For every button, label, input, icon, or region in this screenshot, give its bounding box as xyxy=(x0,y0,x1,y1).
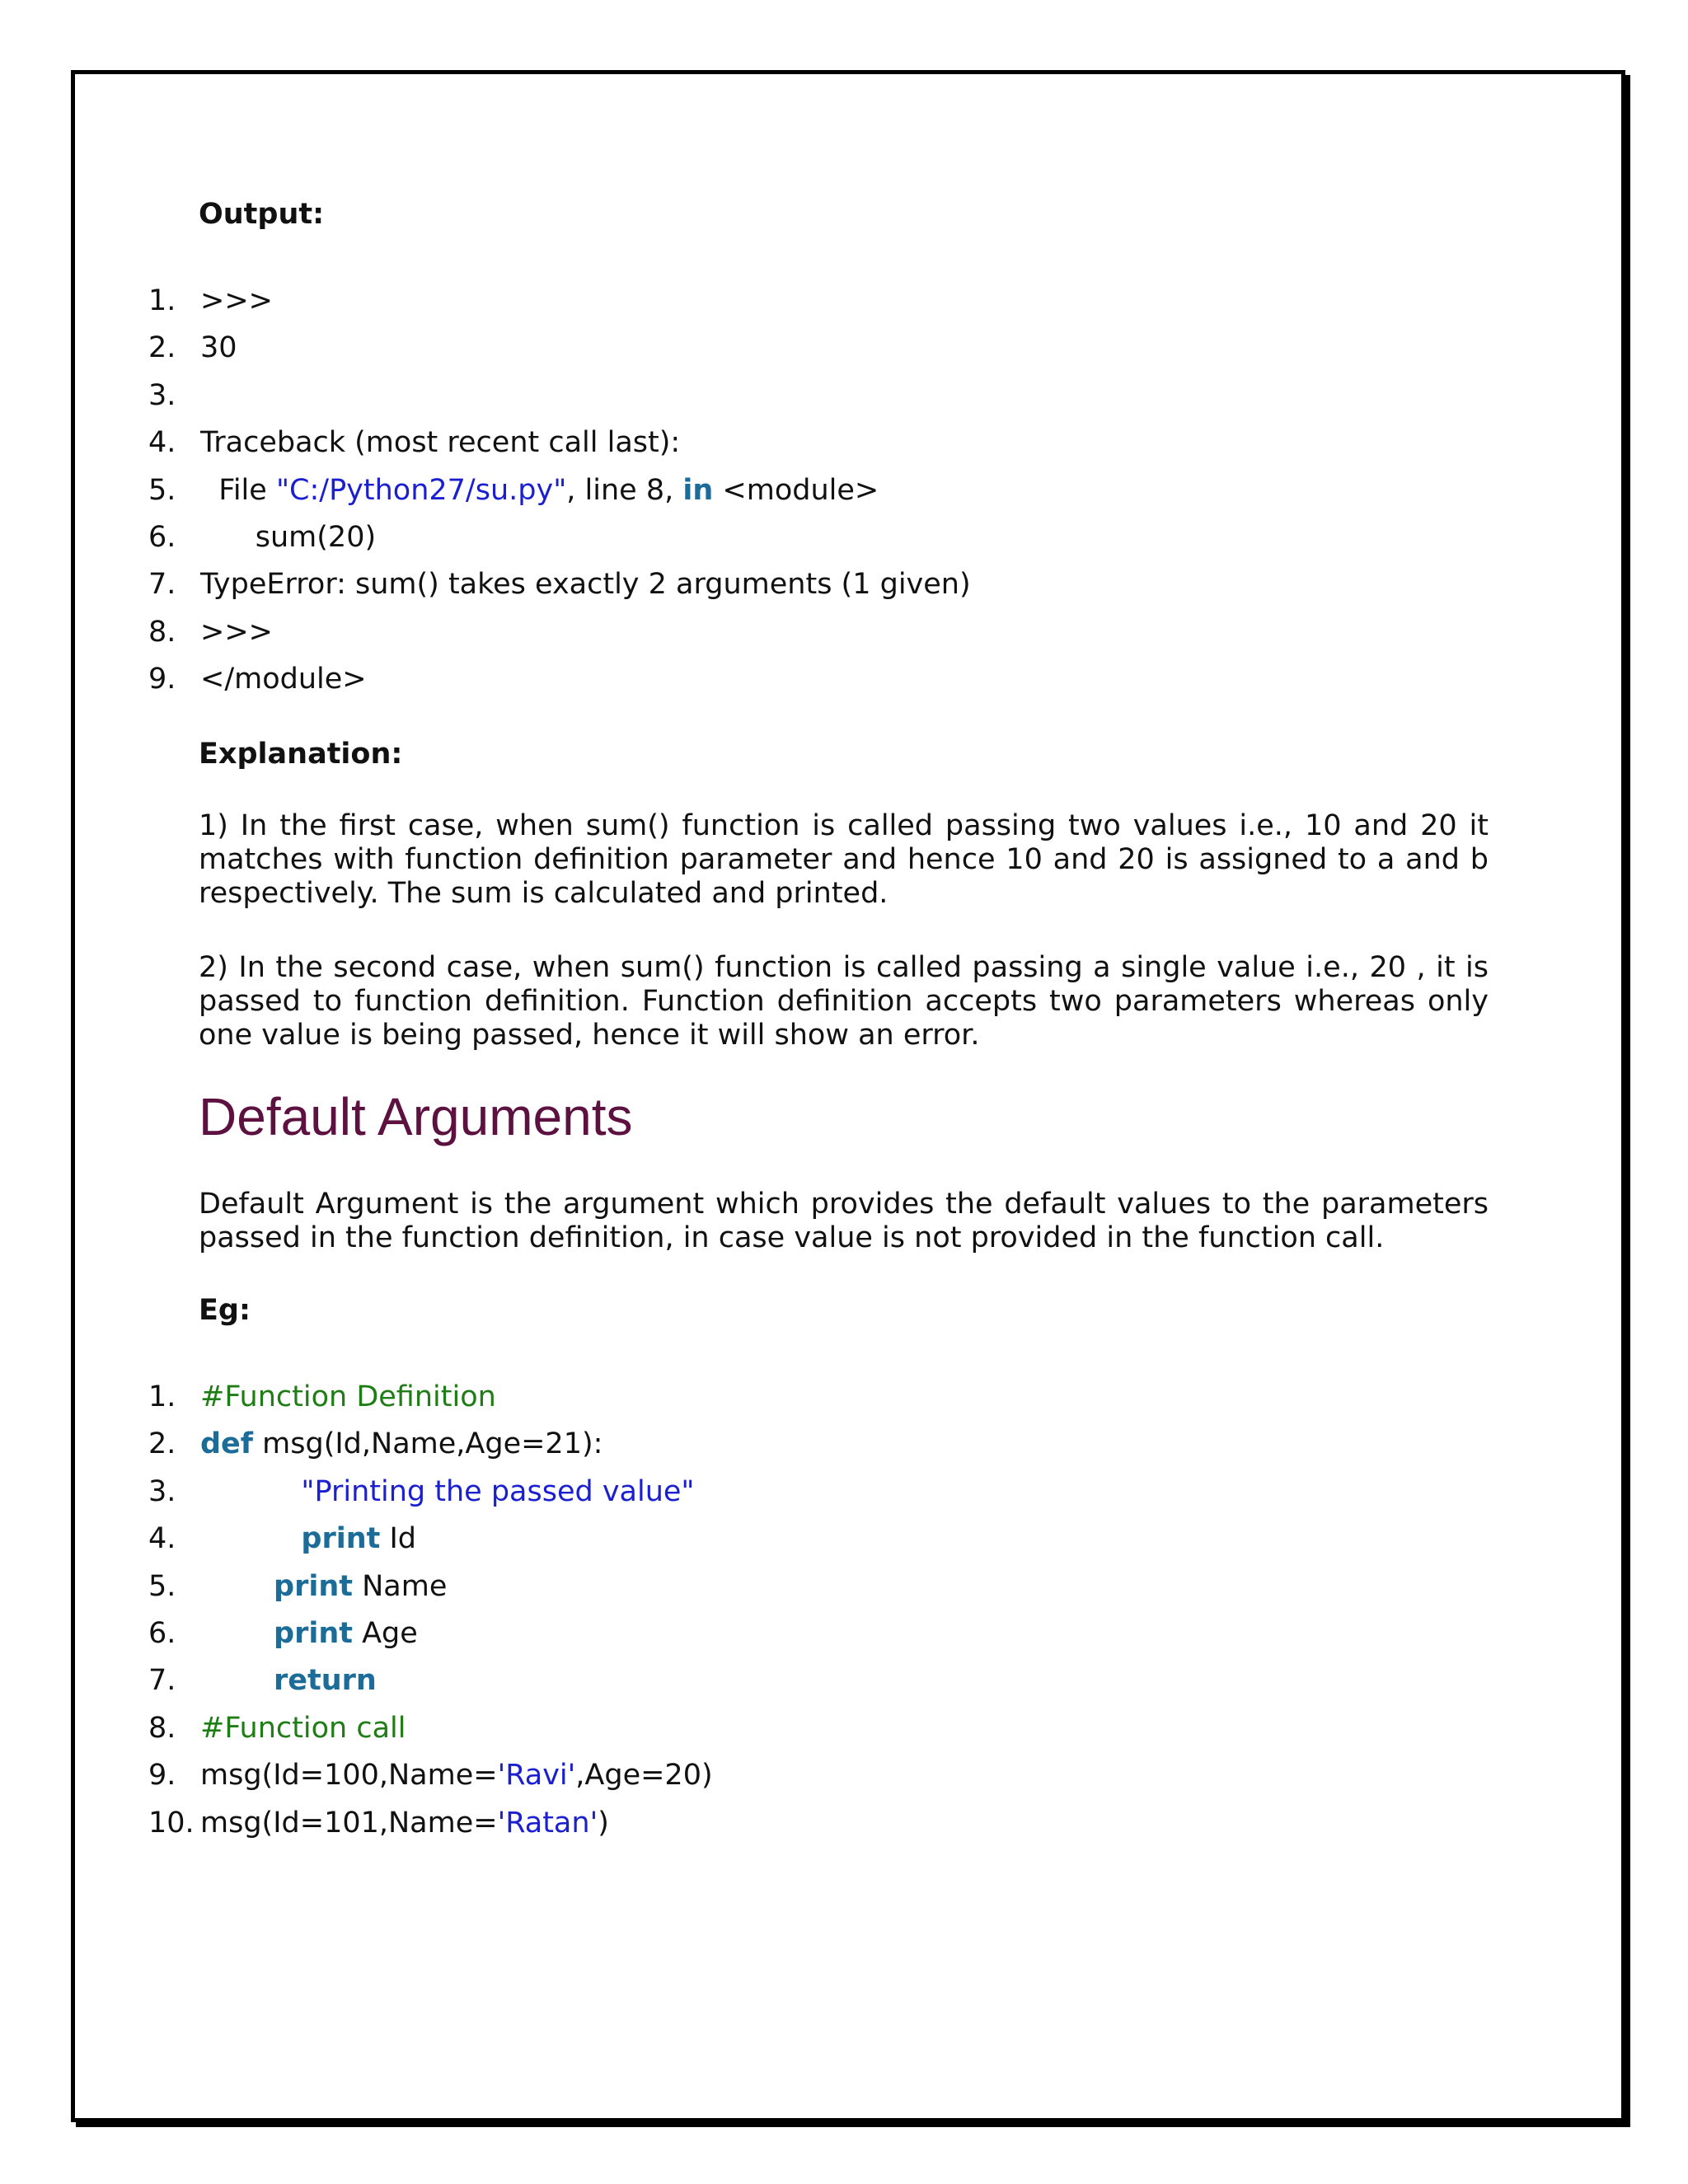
line-text xyxy=(200,424,680,461)
line-number: 2. xyxy=(148,1427,176,1461)
keyword-token: in xyxy=(682,473,714,507)
line-text xyxy=(200,1662,377,1699)
keyword-token: return xyxy=(274,1664,377,1698)
line-number: 1. xyxy=(148,1380,176,1413)
code-token xyxy=(200,1570,274,1603)
line-text xyxy=(200,1521,416,1557)
section-paragraph: Default Argument is the argument which provides the default values to the parameters passed in the function definition, in case value is not provided in the function call. xyxy=(199,1188,1489,1254)
line-number: 8. xyxy=(148,615,176,649)
code-token: msg(Id,Name,Age=21): xyxy=(253,1427,603,1461)
comment-token: #Function call xyxy=(200,1711,406,1745)
code-token xyxy=(200,1475,301,1508)
line-text xyxy=(200,472,879,509)
line-text xyxy=(200,661,367,697)
line-text xyxy=(200,1615,418,1652)
code-token xyxy=(200,1522,301,1555)
line-text xyxy=(200,1757,713,1793)
string-token: "Printing the passed value" xyxy=(301,1474,695,1508)
line-text xyxy=(200,1426,603,1462)
code-token: , line 8, xyxy=(566,473,683,507)
code-token: </module> xyxy=(200,663,367,696)
code-token: ) xyxy=(598,1806,609,1840)
line-text xyxy=(200,519,376,555)
code-token: 30 xyxy=(200,331,237,365)
line-number: 1. xyxy=(148,284,176,317)
code-token: sum(20) xyxy=(200,521,377,554)
output-heading: Output: xyxy=(199,198,325,231)
line-number: 8. xyxy=(148,1711,176,1745)
line-number: 6. xyxy=(148,521,176,554)
code-token: msg(Id=101,Name= xyxy=(200,1806,498,1840)
keyword-token: print xyxy=(301,1522,381,1556)
line-number: 10. xyxy=(148,1806,195,1840)
line-text xyxy=(200,566,971,602)
line-number: 7. xyxy=(148,568,176,602)
line-number: 6. xyxy=(148,1617,176,1650)
line-number: 4. xyxy=(148,1522,176,1556)
section-title: Default Arguments xyxy=(199,1087,633,1146)
code-token: File xyxy=(200,473,276,507)
line-number: 3. xyxy=(148,378,176,412)
line-text xyxy=(200,1379,496,1415)
line-text xyxy=(200,1474,695,1510)
code-token: Id xyxy=(380,1522,417,1556)
line-number: 2. xyxy=(148,331,176,365)
keyword-token: def xyxy=(200,1427,254,1461)
code-token: Age xyxy=(352,1617,418,1650)
code-token: <module> xyxy=(713,473,879,507)
line-number: 5. xyxy=(148,1569,176,1603)
line-text xyxy=(200,614,273,650)
line-text xyxy=(200,283,273,319)
string-token: 'Ravi' xyxy=(497,1759,576,1793)
explanation-paragraph-1: 1) In the first case, when sum() function is called passing two values i.e., 10 and 20 it matches with function definition parameter and hence 10 and 20 is assigned to a and b respectively. The sum is calculated and printed. xyxy=(199,809,1489,910)
keyword-token: print xyxy=(274,1617,353,1650)
line-number: 7. xyxy=(148,1664,176,1698)
comment-token: #Function Definition xyxy=(200,1380,496,1413)
code-token xyxy=(200,1617,274,1650)
line-number: 3. xyxy=(148,1474,176,1508)
line-number: 4. xyxy=(148,426,176,460)
line-number: 5. xyxy=(148,473,176,507)
code-token: >>> xyxy=(200,284,273,317)
code-token xyxy=(200,1664,274,1697)
string-token: "C:/Python27/su.py" xyxy=(275,473,567,507)
code-token: Name xyxy=(352,1569,448,1603)
code-token: msg(Id=100,Name= xyxy=(200,1759,498,1793)
line-text xyxy=(200,330,237,366)
code-token: ,Age=20) xyxy=(575,1759,713,1793)
eg-heading: Eg: xyxy=(199,1294,251,1327)
string-token: 'Ratan' xyxy=(497,1806,598,1840)
keyword-token: print xyxy=(274,1569,353,1603)
explanation-paragraph-2: 2) In the second case, when sum() function is called passing a single value i.e., 20 , it is passed to function definition. Function definition accepts two parameters whereas only one value is being passed, hence it will show an error. xyxy=(199,951,1489,1052)
code-token: Traceback (most recent call last): xyxy=(200,426,681,460)
line-text xyxy=(200,1710,406,1746)
line-text xyxy=(200,1805,609,1841)
line-number: 9. xyxy=(148,1759,176,1793)
code-token: TypeError: sum() takes exactly 2 arguments (1 given) xyxy=(200,568,971,602)
code-token: >>> xyxy=(200,615,273,649)
line-number: 9. xyxy=(148,663,176,696)
line-text xyxy=(200,1568,447,1605)
explanation-heading: Explanation: xyxy=(199,738,403,771)
